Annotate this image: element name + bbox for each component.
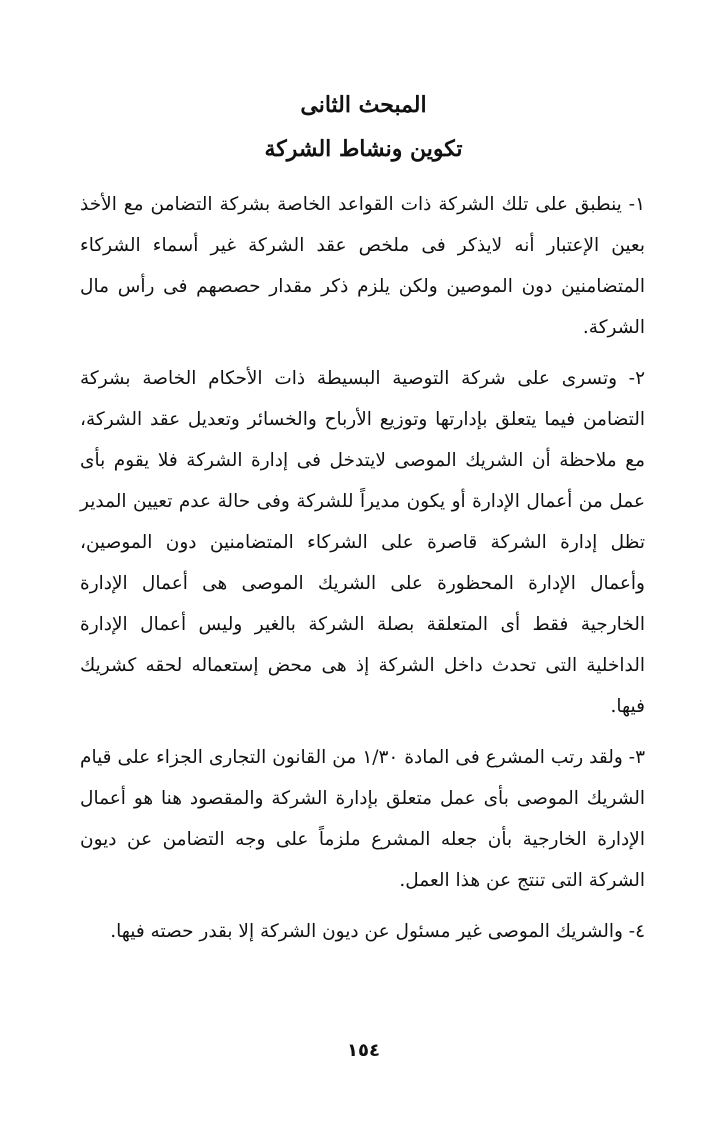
section-heading: المبحث الثانى [300, 92, 427, 118]
section-title: تكوين ونشاط الشركة [264, 136, 463, 162]
body-text [80, 184, 645, 962]
headings-block [0, 92, 727, 162]
paragraph-3: ٣- ولقد رتب المشرع فى المادة ١/٣٠ من القانون التجارى الجزاء على قيام الشريك الموصى بأى عمل متعلق بإدارة الشركة والمقصود هنا هو أعمال الإدارة الخارجية بأن جعله المشرع ملزماً على وجه التضامن عن ديون الشركة التى تنتج عن هذا العمل. [80, 747, 645, 891]
page-number: ١٥٤ [347, 1040, 380, 1061]
paragraph-2: ٢- وتسرى على شركة التوصية البسيطة ذات الأحكام الخاصة بشركة التضامن فيما يتعلق بإدارتها وتوزيع الأرباح والخسائر وتعديل عقد الشركة، مع ملاحظة أن الشريك الموصى لايتدخل فى إدارة الشركة فلا يقوم بأى عمل من أعمال الإدارة أو يكون مديراً للشركة وفى حالة عدم تعيين المدير تظل إدارة الشركة قاصرة على الشركاء المتضامنين دون الموصين، وأعمال الإدارة المحظورة على الشريك الموصى هى أعمال الإدارة الخارجية فقط أى المتعلقة بصلة الشركة بالغير وليس أعمال الإدارة الداخلية التى تحدث داخل الشركة إذ هى محض إستعماله لحقه كشريك فيها. [80, 368, 645, 717]
paragraph-4: ٤- والشريك الموصى غير مسئول عن ديون الشركة إلا بقدر حصته فيها. [110, 921, 645, 942]
paragraph-1: ١- ينطبق على تلك الشركة ذات القواعد الخاصة بشركة التضامن مع الأخذ بعين الإعتبار أنه لايذكر فى ملخص عقد الشركة غير أسماء الشركاء المتضامنين دون الموصين ولكن يلزم ذكر مقدار حصصهم فى رأس مال الشركة. [80, 194, 645, 338]
